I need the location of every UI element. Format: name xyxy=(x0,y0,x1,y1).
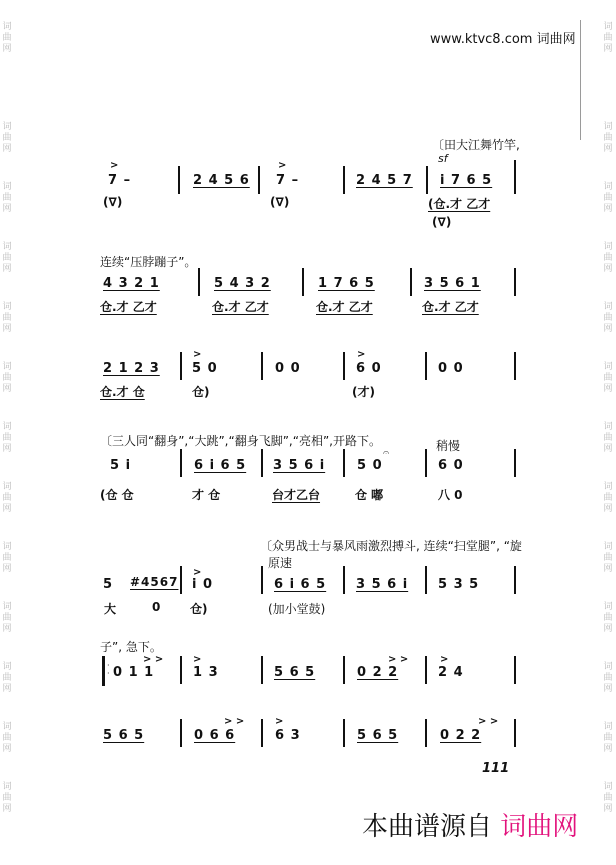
notation-measure: i 0 xyxy=(192,577,214,592)
bar-line xyxy=(425,449,427,477)
bar-line xyxy=(178,166,180,194)
bar-line xyxy=(261,449,263,477)
watermark-stamp: 词 曲 网 xyxy=(603,722,613,754)
page-edge-line xyxy=(580,20,581,140)
watermark-right xyxy=(601,0,615,865)
bar-line xyxy=(261,719,263,747)
watermark-stamp: 词 曲 网 xyxy=(2,722,12,754)
bar-line xyxy=(425,719,427,747)
bar-line xyxy=(425,656,427,684)
notation-measure: 6 0 xyxy=(438,458,464,473)
accent-mark: > xyxy=(275,716,284,727)
bar-line xyxy=(261,656,263,684)
tempo-marking: 稍慢 xyxy=(436,439,461,453)
percussion-line: 0 xyxy=(152,600,161,614)
notation-measure: 7 – xyxy=(108,173,132,188)
bar-line xyxy=(514,449,516,477)
stage-direction: 连续“压脖蹦子”。 xyxy=(100,255,197,269)
notation-measure: 5 6 5 xyxy=(274,665,316,680)
bar-line xyxy=(180,566,182,594)
percussion-line: 仓.才 乙才 xyxy=(100,300,157,314)
watermark-stamp: 词 曲 网 xyxy=(2,482,12,514)
notation-measure: 0 0 xyxy=(438,361,464,376)
bar-line xyxy=(180,656,182,684)
notation-measure: 1 7 6 5 xyxy=(318,276,375,291)
accent-mark: > > xyxy=(143,654,164,665)
notation-measure: 2 4 5 6 xyxy=(193,173,250,188)
instrument-note: (加小堂鼓) xyxy=(268,602,326,616)
notation-measure: 3 5 6 i xyxy=(273,458,326,473)
watermark-stamp: 词 曲 网 xyxy=(2,122,12,154)
accent-mark: > xyxy=(440,654,449,665)
watermark-stamp: 词 曲 网 xyxy=(2,242,12,274)
notation-measure: 0 1 1 xyxy=(113,665,155,680)
percussion-line: 仓) xyxy=(192,385,210,399)
notation-measure: 5 i xyxy=(110,458,132,473)
watermark-stamp: 词 曲 网 xyxy=(603,302,613,334)
watermark-stamp: 词 曲 网 xyxy=(603,602,613,634)
site-url[interactable]: www.ktvc8.com xyxy=(430,32,533,47)
percussion-line: 仓 嘟 xyxy=(355,488,384,502)
bar-line xyxy=(514,719,516,747)
watermark-stamp: 词 曲 网 xyxy=(2,362,12,394)
bar-line xyxy=(261,352,263,380)
percussion-line: 仓.才 乙才 xyxy=(316,300,373,314)
notation-measure: 3 5 6 1 xyxy=(424,276,481,291)
footer-prefix: 本曲谱源自 xyxy=(362,812,493,842)
site-name: 词曲网 xyxy=(536,32,576,47)
notation-measure: 7 – xyxy=(276,173,300,188)
accent-mark: > xyxy=(357,349,366,360)
notation-measure: 2 1 2 3 xyxy=(103,361,160,376)
bar-line xyxy=(514,656,516,684)
notation-measure: 6 i 6 5 xyxy=(194,458,247,473)
notation-measure: 0 6 6 xyxy=(194,728,236,743)
watermark-stamp: 词 曲 网 xyxy=(603,242,613,274)
bar-line xyxy=(343,656,345,684)
notation-measure: 2 4 5 7 xyxy=(356,173,413,188)
bar-line xyxy=(343,449,345,477)
notation-measure: 5 0 xyxy=(192,361,218,376)
bar-line xyxy=(514,160,516,194)
watermark-stamp: 词 曲 网 xyxy=(2,422,12,454)
watermark-stamp: 词 曲 网 xyxy=(603,662,613,694)
bar-line xyxy=(343,719,345,747)
watermark-left xyxy=(0,0,14,865)
watermark-stamp: 词 曲 网 xyxy=(2,182,12,214)
notation-measure: 5 4 3 2 xyxy=(214,276,271,291)
accent-mark: > > xyxy=(388,654,409,665)
accent-mark: > xyxy=(193,654,202,665)
page-number: 111 xyxy=(482,761,510,776)
notation-measure: 6 0 xyxy=(356,361,382,376)
bar-line xyxy=(425,352,427,380)
watermark-stamp: 词 曲 网 xyxy=(2,302,12,334)
stage-direction: 〔三人同“翻身”,“大跳”,“翻身飞脚”,“亮相”,开路下。 xyxy=(100,434,381,448)
watermark-stamp: 词 曲 网 xyxy=(2,782,12,814)
notation-measure: 0 0 xyxy=(275,361,301,376)
percussion-line: 仓.才 乙才 xyxy=(212,300,269,314)
bar-line xyxy=(410,268,412,296)
percussion-line: (∇) xyxy=(103,195,123,209)
percussion-line: (仓 仓 xyxy=(100,488,134,502)
watermark-stamp: 词 曲 网 xyxy=(603,482,613,514)
stage-direction: 〔田大江舞竹竿, xyxy=(432,138,520,152)
bar-line xyxy=(425,566,427,594)
bar-line xyxy=(302,268,304,296)
bar-line xyxy=(343,566,345,594)
stage-direction: 子”, 急下。 xyxy=(100,640,162,654)
bar-line xyxy=(198,268,200,296)
percussion-line: (仓.才 乙才 xyxy=(428,197,491,211)
bar-line xyxy=(180,449,182,477)
accent-mark: > xyxy=(193,349,202,360)
notation-grace: #4567 xyxy=(130,575,179,589)
repeat-sign xyxy=(102,656,105,686)
percussion-line: (才) xyxy=(352,385,375,399)
notation-measure: 6 i 6 5 xyxy=(274,577,327,592)
percussion-line: (∇) xyxy=(270,195,290,209)
accent-mark: > > xyxy=(224,716,245,727)
watermark-stamp: 词 曲 网 xyxy=(603,22,613,54)
watermark-stamp: 词 曲 网 xyxy=(603,542,613,574)
bar-line xyxy=(514,566,516,594)
bar-line xyxy=(258,166,260,194)
percussion-line: 台才乙台 xyxy=(272,488,321,502)
accent-mark: > xyxy=(193,567,202,578)
notation-measure: 5 xyxy=(103,577,114,592)
notation-measure: i 7 6 5 xyxy=(440,173,493,188)
percussion-line: (∇) xyxy=(432,215,452,229)
watermark-stamp: 词 曲 网 xyxy=(603,362,613,394)
notation-measure: 5 6 5 xyxy=(357,728,399,743)
notation-measure: 5 6 5 xyxy=(103,728,145,743)
notation-measure: 5 3 5 xyxy=(438,577,480,592)
notation-measure: 3 5 6 i xyxy=(356,577,409,592)
repeat-dots: · · xyxy=(107,661,110,678)
fermata-mark: 𝄐 xyxy=(383,446,390,459)
source-footer xyxy=(362,806,578,843)
watermark-stamp: 词 曲 网 xyxy=(603,782,613,814)
header-url[interactable] xyxy=(430,28,576,47)
percussion-line: 仓.才 乙才 xyxy=(422,300,479,314)
tempo-marking: 原速 xyxy=(268,556,293,570)
bar-line xyxy=(343,166,345,194)
notation-measure: 2 4 xyxy=(438,665,464,680)
bar-line xyxy=(514,268,516,296)
notation-measure: 5 0 xyxy=(357,458,383,473)
accent-mark: > > xyxy=(478,716,499,727)
accent-mark: > xyxy=(110,160,119,171)
bar-line xyxy=(343,352,345,380)
percussion-line: 八 0 xyxy=(438,488,463,502)
percussion-line: 仓.才 仓 xyxy=(100,385,145,399)
dynamic-marking: sf xyxy=(438,152,448,165)
notation-measure: 0 2 2 xyxy=(357,665,399,680)
percussion-line: 仓) xyxy=(190,602,208,616)
footer-brand-link[interactable]: 词曲网 xyxy=(500,812,579,842)
notation-measure: 0 2 2 xyxy=(440,728,482,743)
notation-measure: 1 3 xyxy=(193,665,219,680)
bar-line xyxy=(180,352,182,380)
bar-line xyxy=(426,166,428,194)
watermark-stamp: 词 曲 网 xyxy=(2,662,12,694)
bar-line xyxy=(261,566,263,594)
watermark-stamp: 词 曲 网 xyxy=(603,422,613,454)
percussion-line: 才 仓 xyxy=(192,488,221,502)
notation-measure: 4 3 2 1 xyxy=(103,276,160,291)
watermark-stamp: 词 曲 网 xyxy=(2,602,12,634)
stage-direction: 〔众男战士与暴风雨激烈搏斗, 连续“扫堂腿”, “旋 xyxy=(260,539,522,553)
bar-line xyxy=(180,719,182,747)
accent-mark: > xyxy=(278,160,287,171)
watermark-stamp: 词 曲 网 xyxy=(603,122,613,154)
notation-measure: 6 3 xyxy=(275,728,301,743)
watermark-stamp: 词 曲 网 xyxy=(603,182,613,214)
bar-line xyxy=(514,352,516,380)
watermark-stamp: 词 曲 网 xyxy=(2,542,12,574)
watermark-stamp: 词 曲 网 xyxy=(2,22,12,54)
percussion-line: 大 xyxy=(104,602,117,616)
